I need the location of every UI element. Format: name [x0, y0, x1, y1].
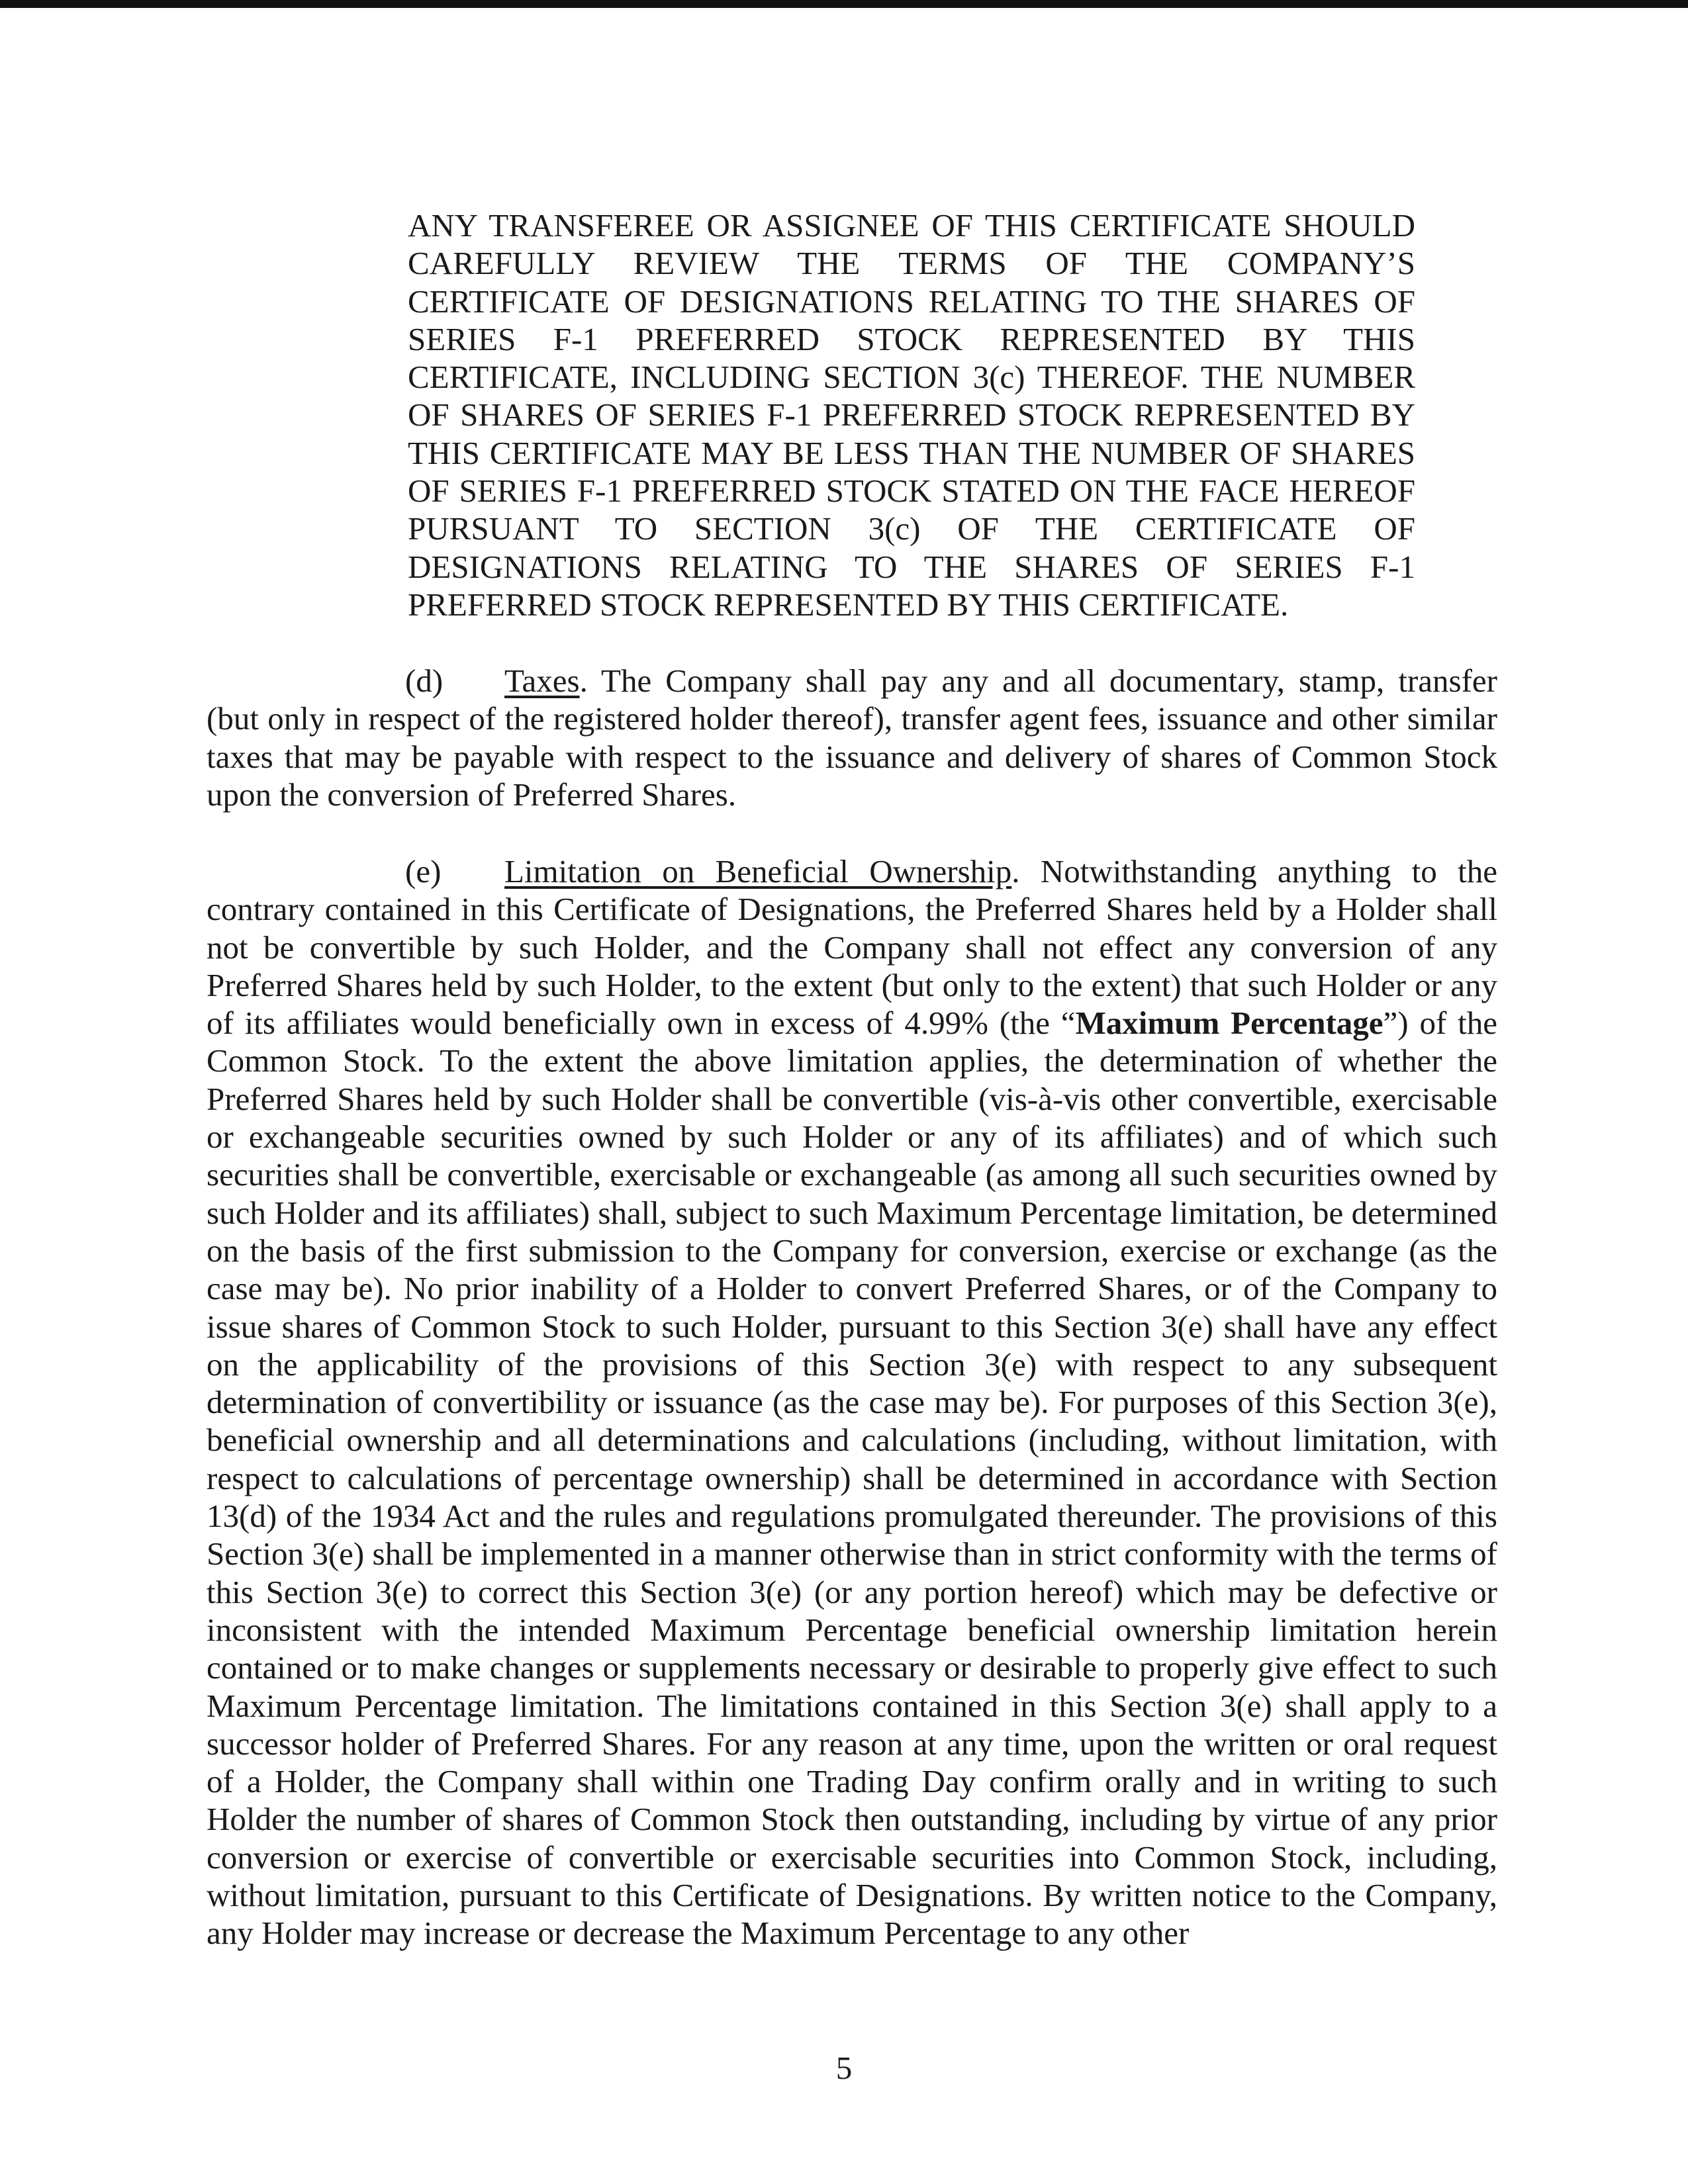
defined-term-maximum-percentage: Maximum Percentage: [1075, 1005, 1383, 1042]
section-e-heading: Limitation on Beneficial Ownership: [504, 853, 1012, 889]
section-e-limitation: [207, 852, 1497, 1952]
section-d-label: (d): [405, 662, 444, 699]
section-d-body: . The Company shall pay any and all documentary, stamp, transfer (but only in respect of the registered holder thereof), transfer agent fees, issuance and other similar taxes that may be payable with respect to the issuance and delivery of shares of Common Stock upon the conversion of Preferred Shares.: [207, 662, 1497, 813]
section-d-heading: Taxes: [504, 662, 580, 699]
section-d-taxes: [207, 662, 1497, 813]
section-e-label: (e): [405, 853, 442, 889]
top-border-rule: [0, 0, 1688, 8]
section-e-body-part-2: ”) of the Common Stock. To the extent the above limitation applies, the determination of whether the Preferred Shares held by such Holder shall be convertible (vis-à-vis other convertible, exercisable or exchangeable securities owned by such Holder or any of its affiliates) and of which such securities shall be convertible, exercisable or exchangeable (as among all such securities owned by such Holder and its affiliates) shall, subject to such Maximum Percentage limitation, be determined on the basis of the first submission to the Company for conversion, exercise or exchange (as the case may be). No prior inability of a Holder to convert Preferred Shares, or of the Company to issue shares of Common Stock to such Holder, pursuant to this Section 3(e) shall have any effect on the applicability of the provisions of this Section 3(e) with respect to any subsequent determination of convertibility or issuance (as the case may be). For purposes of this Section 3(e), beneficial ownership and all determinations and calculations (including, without limitation, with respect to calculations of percentage ownership) shall be determined in accordance with Section 13(d) of the 1934 Act and the rules and regulations promulgated thereunder. The provisions of this Section 3(e) shall be implemented in a manner otherwise than in strict conformity with the terms of this Section 3(e) to correct this Section 3(e) (or any portion hereof) which may be defective or inconsistent with the intended Maximum Percentage beneficial ownership limitation herein contained or to make changes or supplements necessary or desirable to properly give effect to such Maximum Percentage limitation. The limitations contained in this Section 3(e) shall apply to a successor holder of Preferred Shares. For any reason at any time, upon the written or oral request of a Holder, the Company shall within one Trading Day confirm orally and in writing to such Holder the number of shares of Common Stock then outstanding, including by virtue of any prior conversion or exercise of convertible or exercisable securities into Common Stock, including, without limitation, pursuant to this Certificate of Designations. By written notice to the Company, any Holder may increase or decrease the Maximum Percentage to any other: [207, 1005, 1497, 1952]
section-e-body-part-1: . Notwithstanding anything to the contrary contained in this Certificate of Designations, the Preferred Shares held by a Holder shall not be convertible by such Holder, and the Company shall not effect any conversion of any Preferred Shares held by such Holder, to the extent (but only to the extent) that such Holder or any of its affiliates would beneficially own in excess of 4.99% (the “: [207, 853, 1497, 1042]
restrictive-legend: ANY TRANSFEREE OR ASSIGNEE OF THIS CERTIFICATE SHOULD CAREFULLY REVIEW THE TERMS OF THE COMPANY’S CERTIFICATE OF DESIGNATIONS RELATING TO THE SHARES OF SERIES F-1 PREFERRED STOCK REPRESENTED BY THIS CERTIFICATE, INCLUDING SECTION 3(c) THEREOF. THE NUMBER OF SHARES OF SERIES F-1 PREFERRED STOCK REPRESENTED BY THIS CERTIFICATE MAY BE LESS THAN THE NUMBER OF SHARES OF SERIES F-1 PREFERRED STOCK STATED ON THE FACE HEREOF PURSUANT TO SECTION 3(c) OF THE CERTIFICATE OF DESIGNATIONS RELATING TO THE SHARES OF SERIES F-1 PREFERRED STOCK REPRESENTED BY THIS CERTIFICATE.: [408, 207, 1415, 623]
page-number: 5: [835, 2050, 853, 2086]
